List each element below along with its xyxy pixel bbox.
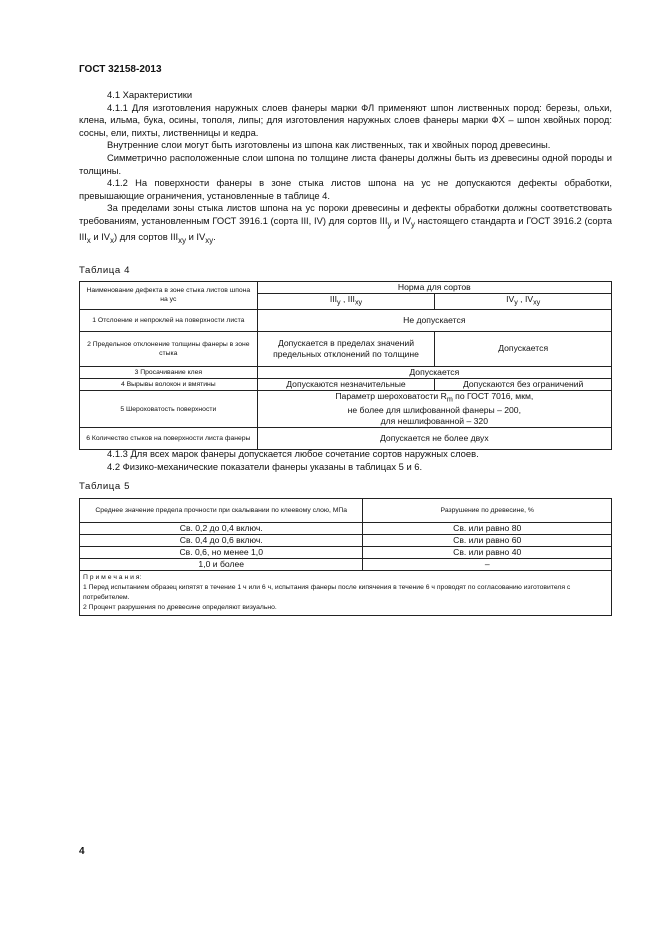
- table4-cell: Допускается не более двух: [257, 428, 611, 450]
- table4-head-group: Норма для сортов: [257, 282, 611, 294]
- paragraph: 4.1.1 Для изготовления наружных слоев фанеры марки ФЛ применяют шпон лиственных пород: березы, ольхи, клена, ильма, бука, осины, тополя, липы; для изготовления наружных слоев фанеры марки ФХ – шпон хвойных пород: сосны, ели, пихты, лиственницы и кедра.: [79, 101, 612, 138]
- table5-cell: Св. 0,6, но менее 1,0: [80, 547, 363, 559]
- notes-title: П р и м е ч а н и я:: [83, 574, 142, 581]
- table5: [79, 498, 612, 616]
- table4: [79, 281, 612, 450]
- table4-cell: Не допускается: [257, 309, 611, 331]
- table-row: [80, 571, 612, 616]
- table-row: [80, 366, 612, 378]
- table-row: [80, 378, 612, 390]
- table5-notes: [80, 571, 612, 616]
- document-header: ГОСТ 32158-2013: [79, 64, 162, 75]
- table4-head-grade-b: $IV_у$ , $IV_{ху}$: [435, 294, 612, 310]
- table4-cell: 1 Отслоение и непроклей на поверхности листа: [80, 309, 258, 331]
- table4-cell: 5 Шероховатость поверхности: [80, 390, 258, 428]
- paragraph: 4.2 Физико-механические показатели фанеры указаны в таблицах 5 и 6.: [107, 460, 423, 472]
- table-row: [80, 428, 612, 450]
- table-row: [80, 309, 612, 331]
- table4-cell: 6 Количество стыков на поверхности листа фанеры: [80, 428, 258, 450]
- table4-caption: Таблица 4: [79, 265, 131, 276]
- table4-cell: Допускается: [257, 366, 611, 378]
- note-item: 1 Перед испытанием образец кипятят в течение 1 ч или 6 ч, испытания фанеры после кипячения в течение 6 ч проводят по согласованию изготовителя с потребителем.: [83, 584, 571, 601]
- table-row: [80, 331, 612, 366]
- table4-cell: Допускается: [435, 331, 612, 366]
- page-number: 4: [79, 846, 85, 857]
- table4-head-defect: Наименование дефекта в зоне стыка листов шпона на ус: [80, 282, 258, 310]
- paragraph: 4.1.3 Для всех марок фанеры допускается любое сочетание сортов наружных слоев.: [107, 448, 479, 459]
- table-row: [80, 559, 612, 571]
- table4-cell: 4 Вырывы волокон и вмятины: [80, 378, 258, 390]
- table5-caption: Таблица 5: [79, 481, 131, 492]
- table4-cell: 2 Предельное отклонение толщины фанеры в зоне стыка: [80, 331, 258, 366]
- table-row: [80, 390, 612, 428]
- table5-cell: Св. или равно 40: [363, 547, 612, 559]
- table-row: [80, 547, 612, 559]
- section-text: [79, 89, 612, 248]
- paragraph: Внутренние слои могут быть изготовлены из шпона как лиственных, так и хвойных пород древесины.: [107, 139, 551, 151]
- table-row: [80, 523, 612, 535]
- section-text-2: [79, 448, 612, 473]
- table5-cell: –: [363, 559, 612, 571]
- table-row: [80, 535, 612, 547]
- paragraph: Симметрично расположенные слои шпона по толщине листа фанеры должны быть из древесины одной породы и толщины.: [79, 151, 612, 176]
- paragraph: 4.1.2 На поверхности фанеры в зоне стыка листов шпона на ус не допускаются дефекты обработки, превышающие ограничения, установленные в таблице 4.: [79, 177, 612, 201]
- table4-cell: Допускаются без ограничений: [435, 378, 612, 390]
- table5-head-strength: Среднее значение предела прочности при скалывании по клеевому слою, МПа: [80, 499, 363, 523]
- paragraph: За пределами зоны стыка листов шпона на ус пороки древесины и дефекты обработки должны соответствовать требованиям, установленным ГОСТ 3916.1 (сорта III, IV) для сортов $III_у$ и $IV_у$ настоящего стандарта и ГОСТ 3916.2 (сорта $III_х$ и $IV_х$) для сортов $III_{ху}$ и $IV_{ху}$.: [79, 202, 612, 246]
- table5-cell: Св. или равно 60: [363, 535, 612, 547]
- table5-head-failure: Разрушение по древесине, %: [363, 499, 612, 523]
- paragraph: 4.1 Характеристики: [107, 89, 193, 100]
- table4-cell: Допускаются незначительные: [257, 378, 435, 390]
- table4-head-grade-a: $III_у$ , $III_{ху}$: [257, 294, 435, 310]
- table4-cell: 3 Просачивание клея: [80, 366, 258, 378]
- table5-cell: Св. 0,2 до 0,4 включ.: [80, 523, 363, 535]
- table5-cell: Св. 0,4 до 0,6 включ.: [80, 535, 363, 547]
- table5-cell: 1,0 и более: [80, 559, 363, 571]
- table4-cell: Допускается в пределах значений предельных отклонений по толщине: [257, 331, 435, 366]
- note-item: 2 Процент разрушения по древесине определяют визуально.: [83, 604, 277, 611]
- table5-cell: Св. или равно 80: [363, 523, 612, 535]
- table4-cell: Параметр шероховатости $R_m$ по ГОСТ 7016, мкм, не более для шлифованной фанеры – 200, для нешлифованной – 320: [257, 390, 611, 428]
